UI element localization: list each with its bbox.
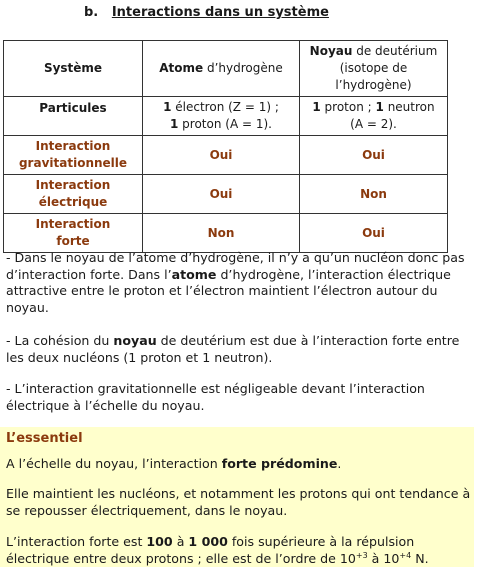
row-label-particules: Particules <box>4 97 143 136</box>
essentiel-title: L’essentiel <box>6 431 83 446</box>
header-systeme: Système <box>4 41 143 97</box>
cell-elec-atome: Oui <box>143 175 300 214</box>
cell-particules-noyau: 1 proton ; 1 neutron (A = 2). <box>300 97 448 136</box>
table-row-particules <box>4 97 448 136</box>
essentiel-paragraph-1: A l’échelle du noyau, l’interaction forte prédomine. <box>6 456 342 471</box>
cell-grav-noyau: Oui <box>300 136 448 175</box>
header-noyau: Noyau de deutérium (isotope de l’hydrogène) <box>300 41 448 97</box>
essentiel-paragraph-3: L’interaction forte est 100 à 1 000 fois supérieure à la répulsion électrique entre deux protons ; elle est de l’ordre de $10^{+3}$ à $10^{+4}$ N. <box>6 534 429 566</box>
cell-elec-noyau: Non <box>300 175 448 214</box>
paragraph-atome: - Dans le noyau de l’atome d’hydrogène, il n’y a qu’un nucléon donc pas d’interaction forte. Dans l’atome d’hydrogène, l’interaction électrique attractive entre le proton et l’électron maintient l’électron autour du noyau. <box>6 250 465 315</box>
cell-particules-atome: 1 électron (Z = 1) ; 1 proton (A = 1). <box>143 97 300 136</box>
essentiel-box <box>0 427 474 567</box>
table-row-forte <box>4 214 448 253</box>
row-label-gravitationnelle: Interaction gravitationnelle <box>4 136 143 175</box>
table-header-row <box>4 41 448 97</box>
row-label-electrique: Interaction électrique <box>4 175 143 214</box>
interactions-table <box>3 40 448 253</box>
row-label-forte: Interaction forte <box>4 214 143 253</box>
section-heading <box>84 5 329 20</box>
essentiel-paragraph-2: Elle maintient les nucléons, et notamment les protons qui ont tendance à se repousser électriquement, dans le noyau. <box>6 486 471 518</box>
cell-forte-noyau: Oui <box>300 214 448 253</box>
header-atome: Atome d’hydrogène <box>143 41 300 97</box>
table-row-electrique <box>4 175 448 214</box>
paragraph-noyau: - La cohésion du noyau de deutérium est due à l’interaction forte entre les deux nucléons (1 proton et 1 neutron). <box>6 333 460 365</box>
section-number: b. <box>84 5 99 20</box>
paragraph-gravitation: - L’interaction gravitationnelle est négligeable devant l’interaction électrique à l’échelle du noyau. <box>6 381 425 413</box>
section-title: Interactions dans un système <box>111 5 329 20</box>
cell-forte-atome: Non <box>143 214 300 253</box>
cell-grav-atome: Oui <box>143 136 300 175</box>
table-row-gravitationnelle <box>4 136 448 175</box>
